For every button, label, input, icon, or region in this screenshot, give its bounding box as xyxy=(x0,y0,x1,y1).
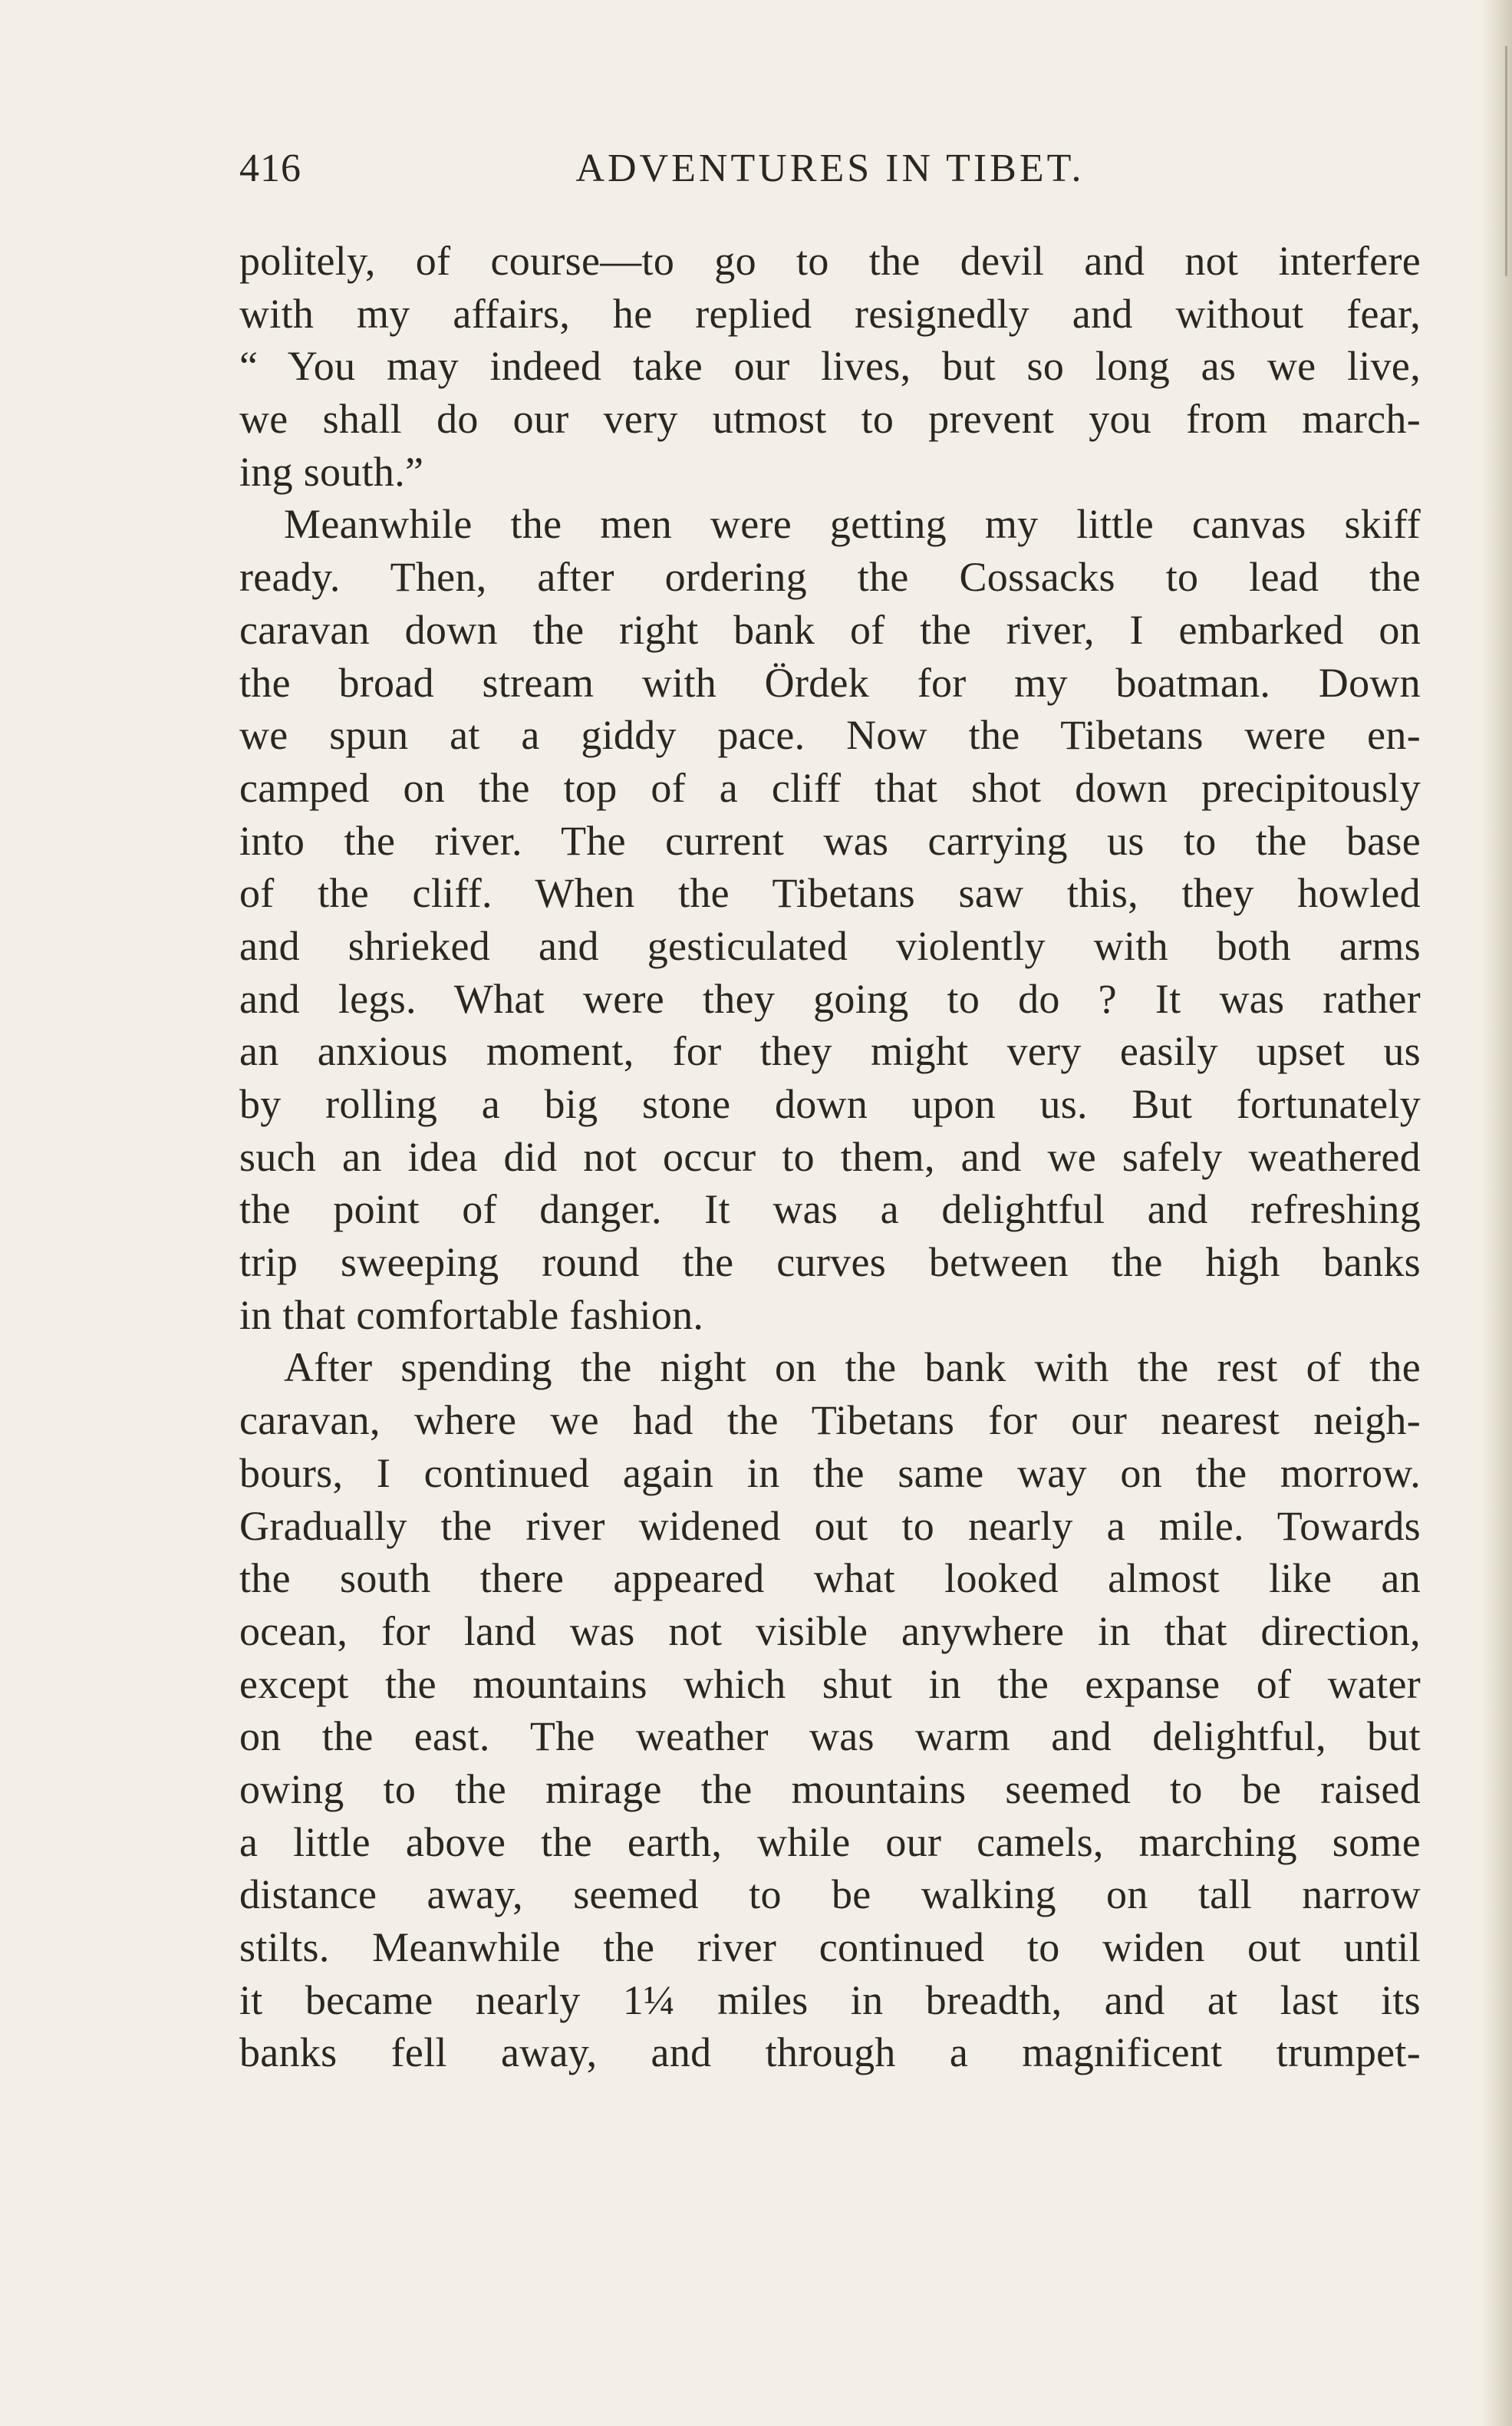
text-line: it became nearly 1¼ miles in breadth, and at last its xyxy=(239,1976,1421,2023)
text-line: Meanwhile the men were getting my little canvas skiff xyxy=(284,501,1421,548)
text-line: trip sweeping round the curves between the high banks xyxy=(239,1239,1421,1286)
text-line: into the river. The current was carrying us to the base xyxy=(239,817,1421,864)
text-line: a little above the earth, while our camels, marching some xyxy=(239,1818,1421,1865)
text-line: After spending the night on the bank with the rest of the xyxy=(284,1344,1421,1391)
text-line: except the mountains which shut in the expanse of water xyxy=(239,1660,1421,1707)
text-line: with my affairs, he replied resignedly and without fear, xyxy=(239,290,1421,337)
text-line: ocean, for land was not visible anywhere in that direction, xyxy=(239,1607,1421,1654)
text-line: we spun at a giddy pace. Now the Tibetans were en- xyxy=(239,712,1421,759)
text-line: owing to the mirage the mountains seemed to be raised xyxy=(239,1765,1421,1812)
text-line: in that comfortable fashion. xyxy=(239,1291,704,1338)
text-line: by rolling a big stone down upon us. But fortunately xyxy=(239,1081,1421,1127)
body-text xyxy=(239,235,1421,2079)
page-number: 416 xyxy=(239,147,301,190)
text-line: stilts. Meanwhile the river continued to widen out until xyxy=(239,1924,1421,1970)
text-line: and shrieked and gesticulated violently with both arms xyxy=(239,922,1421,969)
text-line: the point of danger. It was a delightful and refreshing xyxy=(239,1186,1421,1233)
text-line: and legs. What were they going to do ? It was rather xyxy=(239,975,1421,1022)
text-line: on the east. The weather was warm and delightful, but xyxy=(239,1713,1421,1760)
text-line: banks fell away, and through a magnificent trumpet- xyxy=(239,2029,1421,2076)
running-head: ADVENTURES IN TIBET. xyxy=(575,147,1085,190)
text-line: Gradually the river widened out to nearly a mile. Towards xyxy=(239,1502,1421,1549)
text-line: caravan down the right bank of the river, I embarked on xyxy=(239,606,1421,653)
text-line: bours, I continued again in the same way on the morrow. xyxy=(239,1449,1421,1496)
page-edge-shadow xyxy=(1481,0,1512,2426)
text-line: ready. Then, after ordering the Cossacks to lead the xyxy=(239,554,1421,601)
text-line: of the cliff. When the Tibetans saw this, they howled xyxy=(239,870,1421,917)
text-line: the broad stream with Ördek for my boatman. Down xyxy=(239,659,1421,706)
binding-line xyxy=(1505,46,1507,276)
text-line: we shall do our very utmost to prevent you from march- xyxy=(239,396,1421,443)
text-line: an anxious moment, for they might very easily upset us xyxy=(239,1028,1421,1075)
text-line: camped on the top of a cliff that shot down precipitously xyxy=(239,764,1421,811)
text-line: “ You may indeed take our lives, but so long as we live, xyxy=(239,343,1421,390)
text-line: distance away, seemed to be walking on tall narrow xyxy=(239,1871,1421,1918)
page-header xyxy=(239,146,1421,207)
text-line: caravan, where we had the Tibetans for our nearest neigh- xyxy=(239,1397,1421,1444)
text-line: the south there appeared what looked almost like an xyxy=(239,1555,1421,1602)
text-line: such an idea did not occur to them, and we safely weathered xyxy=(239,1133,1421,1180)
text-line: politely, of course—to go to the devil and not interfere xyxy=(239,238,1421,284)
text-line: ing south.” xyxy=(239,448,424,495)
